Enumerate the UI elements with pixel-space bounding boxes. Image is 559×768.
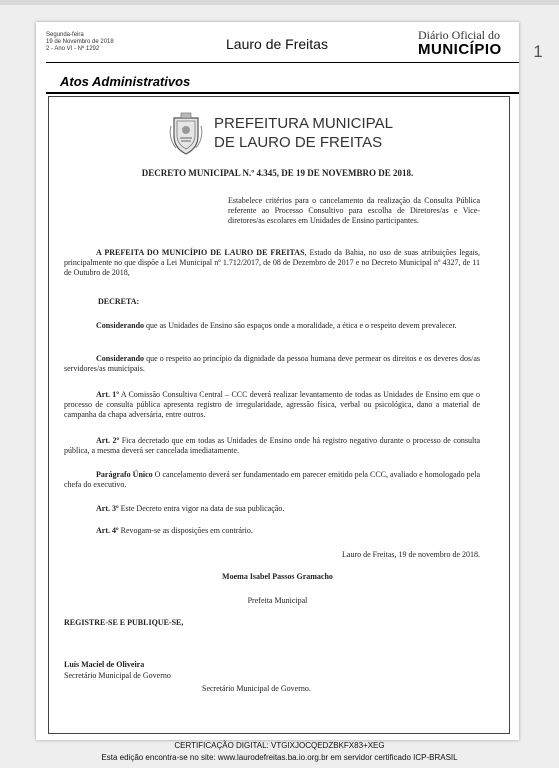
preamble-heading: A PREFEITA DO MUNICÍPIO DE LAURO DE FREITAS [96, 248, 305, 257]
considerando-1-text: que as Unidades de Ensino são espaços onde a moralidade, a ética e o respeito devem prevalecer. [144, 321, 457, 330]
considerando-2 [64, 354, 480, 374]
article-1-text: A Comissão Consultiva Central – CCC deverá realizar levantamento de todas as Unidades de Ensino em que o processo de consulta pública apresenta registro de irregularidade, agressão física, verbal ou psicológica, dano a material de campanha da chapa adversária, entre outros. [64, 390, 480, 419]
considerando-1 [64, 321, 480, 331]
signer-name: Moema Isabel Passos Gramacho [222, 572, 333, 581]
article-3-text: Este Decreto entra vigor na data de sua publicação. [118, 504, 285, 513]
article-4 [64, 526, 480, 536]
section-rule [46, 92, 519, 94]
secretary-name: Luís Maciel de Oliveira [64, 660, 145, 669]
article-1 [64, 390, 480, 420]
weekday: Segunda-feira [46, 32, 84, 38]
coat-of-arms-icon [168, 112, 204, 156]
signer-role: Prefeita Municipal [247, 596, 308, 605]
article-2 [64, 436, 480, 456]
certification-line: CERTIFICAÇÃO DIGITAL: VTGIXJOCQEDZBKFX83+XEG [174, 741, 385, 750]
considerando-1-label: Considerando [96, 321, 145, 330]
footer-note: Esta edição encontra-se no site: www.laurodefreitas.ba.io.org.br em servidor certificado ICP-BRASIL [101, 753, 458, 762]
place-date: Lauro de Freitas, 19 de novembro de 2018. [342, 550, 480, 559]
article-3 [64, 504, 480, 514]
secretary-role: Secretário Municipal de Governo [64, 671, 171, 680]
viewer-top-bar [0, 0, 559, 5]
brand-line2: MUNICÍPIO [418, 41, 502, 57]
preamble [64, 248, 480, 278]
paragrafo-unico [64, 470, 480, 490]
paragrafo-unico-text: O cancelamento deverá ser fundamentado em parecer emitido pela CCC, avaliado e homologado pela chefa do executivo. [64, 470, 481, 489]
paragrafo-unico-label: Parágrafo Único [96, 470, 153, 479]
edition-number: 2 - Ano VI - Nº 1292 [46, 46, 100, 52]
city-name: Lauro de Freitas [226, 36, 328, 52]
prefeitura-line2: DE LAURO DE FREITAS [214, 134, 383, 151]
prefeitura-line1: PREFEITURA MUNICIPAL [214, 115, 393, 132]
section-title: Atos Administrativos [60, 74, 191, 89]
decree-title: DECRETO MUNICIPAL N.º 4.345, DE 19 DE NOVEMBRO DE 2018. [141, 168, 414, 178]
prefeitura-name [214, 114, 393, 152]
article-1-label: Art. 1º [96, 390, 119, 399]
ementa: Estabelece critérios para o cancelamento da realização da Consulta Pública referente ao Processo Consultivo para escolha de Diretores/as e Vice-diretores/as escolares em Unidades de Ensino participantes. [228, 196, 480, 225]
article-4-label: Art. 4º [96, 526, 119, 535]
brand-line1: Diário Oficial do [418, 28, 500, 42]
page-number: 1 [533, 42, 543, 61]
article-2-text: Fica decretado que em todas as Unidades de Ensino onde há registro negativo durante o processo de consulta pública, a mesma deverá ser cancelada imediatamente. [64, 436, 480, 455]
decreta-heading: DECRETA: [98, 297, 140, 306]
article-3-label: Art. 3º [96, 504, 119, 513]
secretary-role-2: Secretário Municipal de Governo. [202, 684, 311, 693]
considerando-2-label: Considerando [96, 354, 145, 363]
document-page [36, 22, 519, 740]
header-rule [46, 62, 519, 63]
diario-oficial-logo [418, 28, 519, 57]
edition-info [46, 32, 114, 53]
considerando-2-text: que o respeito ao princípio da dignidade da pessoa humana deve permear os direitos e os deveres dos/as servidores/as municipais. [64, 354, 480, 373]
article-2-label: Art. 2º [96, 436, 120, 445]
issue-date: 19 de Novembro de 2018 [46, 39, 114, 45]
publish-line: REGISTRE-SE E PUBLIQUE-SE, [64, 618, 184, 627]
article-4-text: Revogam-se as disposições em contrário. [118, 526, 253, 535]
preamble-text: , Estado da Bahia, no uso de suas atribuições legais, principalmente no que dispõe a Lei Municipal nº 1.712/2017, de 08 de Dezembro de 2017 e no Decreto Municipal nº 4327, de 11 de Outubro de 2018, [64, 248, 480, 277]
